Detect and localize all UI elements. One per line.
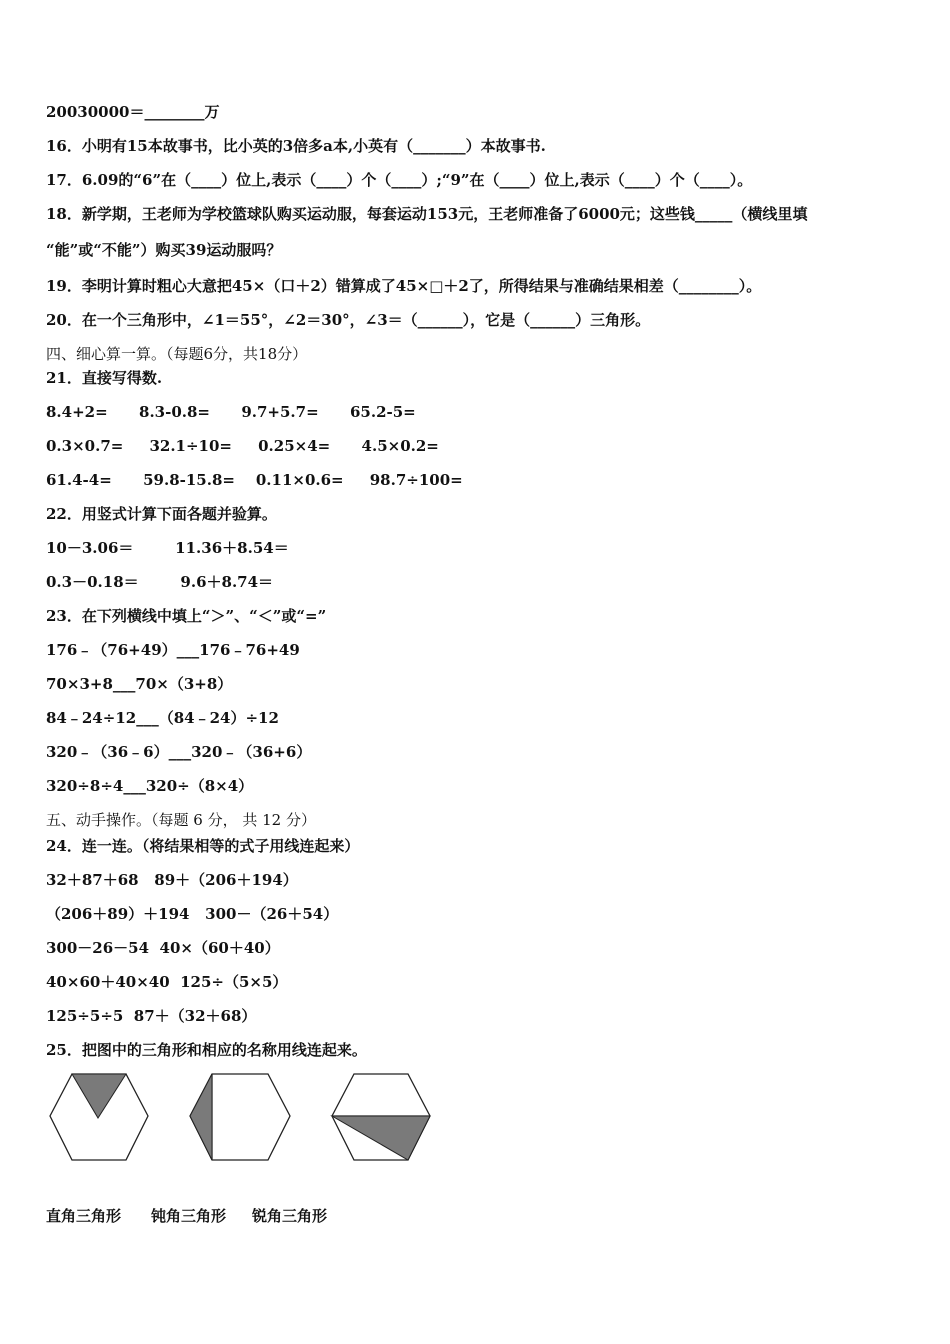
hexagon-figure-3 — [332, 1074, 430, 1160]
question-line-3: 18．新学期，王老师为学校篮球队购买运动服，每套运动153元，王老师准备了6000元；这些钱_____（横线里填 — [46, 205, 808, 223]
shaded-triangle-2 — [190, 1074, 212, 1160]
vertical-calc-row-1: 10－3.06＝ 11.36＋8.54＝ — [46, 539, 289, 557]
match-row-2: （206＋89）＋194 300－（26＋54） — [46, 905, 339, 923]
vertical-calc-row-2: 0.3－0.18＝ 9.6＋8.74＝ — [46, 573, 274, 591]
name-obtuse-triangle: 钝角三角形 — [151, 1207, 227, 1225]
match-row-3: 300－26－54 40×（60＋40） — [46, 939, 280, 957]
calc-row-2: 0.3×0.7= 32.1÷10= 0.25×4= 4.5×0.2= — [46, 437, 439, 455]
calc-row-3: 61.4-4= 59.8-15.8= 0.11×0.6= 98.7÷100= — [46, 471, 463, 489]
compare-row-4: 320﹣（36﹣6）___320﹣（36+6） — [46, 743, 312, 761]
question-line-4: “能”或“不能”）购买39运动服吗？ — [46, 241, 282, 259]
name-right-triangle: 直角三角形 — [46, 1207, 122, 1225]
question-line-5: 19．李明计算时粗心大意把45×（口＋2）错算成了45×□＋2了，所得结果与准确结果相差（________）。 — [46, 277, 762, 295]
hexagon-figure-2 — [190, 1074, 290, 1160]
compare-row-1: 176﹣（76+49）___176﹣76+49 — [46, 641, 300, 659]
section-heading-5: 五、动手操作。（每题 6 分， 共 12 分） — [46, 811, 316, 829]
name-acute-triangle: 锐角三角形 — [252, 1207, 328, 1225]
compare-row-3: 84﹣24÷12___（84﹣24）÷12 — [46, 709, 279, 727]
question-line-8: 21．直接写得数. — [46, 369, 163, 387]
question-line-2: 17．6.09的“6”在（____）位上,表示（____）个（____）;“9”在（____）位上,表示（____）个（____）。 — [46, 171, 753, 189]
hexagon-figures — [40, 1066, 460, 1166]
compare-row-5: 320÷8÷4___320÷（8×4） — [46, 777, 254, 795]
question-line-15: 23．在下列横线中填上“＞”、“＜”或“=” — [46, 607, 327, 625]
match-row-5: 125÷5÷5 87＋（32＋68） — [46, 1007, 257, 1025]
question-line-0: 20030000＝________万 — [46, 103, 220, 121]
section-heading-4: 四、细心算一算。（每题6分，共18分） — [46, 345, 308, 363]
question-line-28: 25．把图中的三角形和相应的名称用线连起来。 — [46, 1041, 367, 1059]
question-line-6: 20．在一个三角形中，∠1＝55°，∠2＝30°，∠3＝（______），它是（______）三角形。 — [46, 311, 651, 329]
calc-row-1: 8.4+2= 8.3-0.8= 9.7+5.7= 65.2-5= — [46, 403, 416, 421]
match-row-4: 40×60＋40×40 125÷（5×5） — [46, 973, 288, 991]
question-line-1: 16．小明有15本故事书，比小英的3倍多a本,小英有（_______）本故事书. — [46, 137, 546, 155]
question-line-12: 22．用竖式计算下面各题并验算。 — [46, 505, 277, 523]
triangle-names-row — [46, 1206, 327, 1226]
match-row-1: 32＋87＋68 89＋（206＋194） — [46, 871, 298, 889]
question-line-22: 24．连一连。（将结果相等的式子用线连起来） — [46, 837, 360, 855]
compare-row-2: 70×3+8___70×（3+8） — [46, 675, 233, 693]
hexagon-figure-1 — [50, 1074, 148, 1160]
